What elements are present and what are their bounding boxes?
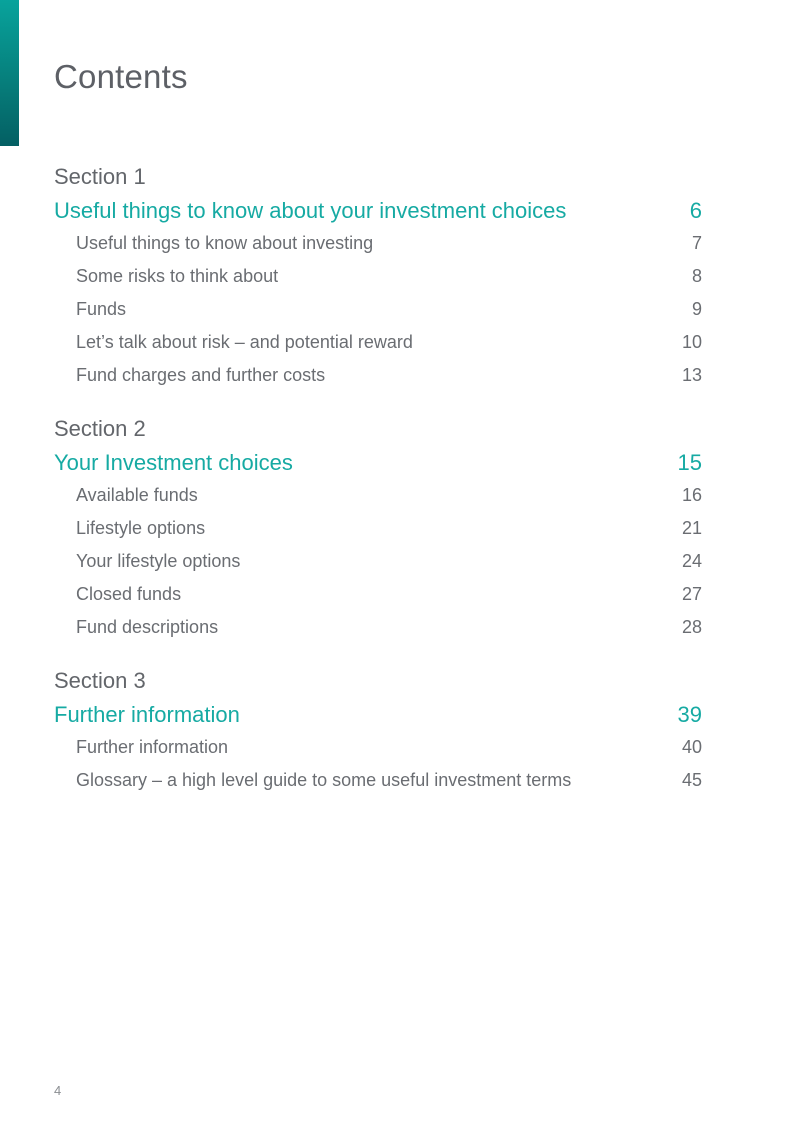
toc-entry-page: 45 (681, 770, 702, 790)
toc-entry[interactable] (54, 227, 702, 260)
toc-entry-label: Fund charges and further costs (76, 365, 326, 385)
section-page-number: 15 (677, 450, 702, 475)
toc-entry[interactable] (54, 764, 702, 797)
toc-entry-page: 27 (681, 584, 702, 604)
toc-entry-page: 7 (691, 233, 702, 253)
toc-entry[interactable] (54, 578, 702, 611)
toc-entry-label: Lifestyle options (76, 518, 206, 538)
toc-entry-label: Funds (76, 299, 127, 319)
toc-entry[interactable] (54, 326, 702, 359)
toc-entry-label: Fund descriptions (76, 617, 219, 637)
toc-entry[interactable] (54, 479, 702, 512)
section-page-number: 39 (677, 702, 702, 727)
toc-section-2 (54, 412, 702, 644)
page-number: 4 (54, 1083, 62, 1098)
toc-entry[interactable] (54, 545, 702, 578)
toc-entry-page: 10 (681, 332, 702, 352)
toc-entry-page: 28 (681, 617, 702, 637)
toc-entry[interactable] (54, 260, 702, 293)
section-title: Your Investment choices (54, 450, 293, 475)
toc-entry[interactable] (54, 293, 702, 326)
section-label: Section 2 (54, 416, 146, 441)
toc-entry-page: 24 (681, 551, 702, 571)
toc-entry-page: 16 (681, 485, 702, 505)
toc-section-1 (54, 160, 702, 392)
section-label: Section 3 (54, 668, 146, 693)
page-title: Contents (54, 58, 188, 95)
toc-entry-label: Further information (76, 737, 229, 757)
section-title-link[interactable] (54, 698, 702, 731)
toc-entry-label: Your lifestyle options (76, 551, 241, 571)
toc-entry-page: 8 (691, 266, 702, 286)
toc-section-3 (54, 664, 702, 797)
toc-entry-page: 9 (691, 299, 702, 319)
toc-entry[interactable] (54, 359, 702, 392)
toc-entry-label: Let’s talk about risk – and potential reward (76, 332, 413, 352)
toc-entry-page: 40 (681, 737, 702, 757)
section-title: Further information (54, 702, 240, 727)
section-title-link[interactable] (54, 446, 702, 479)
section-label: Section 1 (54, 164, 146, 189)
toc-entry-label: Useful things to know about investing (76, 233, 374, 253)
toc-entry-label: Available funds (76, 485, 198, 505)
accent-bar (0, 0, 19, 146)
toc-entry-label: Closed funds (76, 584, 182, 604)
section-page-number: 6 (689, 198, 702, 223)
toc-entry[interactable] (54, 611, 702, 644)
toc-entry-page: 21 (681, 518, 702, 538)
toc-entry-label: Glossary – a high level guide to some useful investment terms (76, 770, 572, 790)
toc-entry[interactable] (54, 512, 702, 545)
toc-entry-label: Some risks to think about (76, 266, 279, 286)
toc-entry-page: 13 (681, 365, 702, 385)
toc-entry[interactable] (54, 731, 702, 764)
section-title-link[interactable] (54, 194, 702, 227)
table-of-contents (54, 160, 702, 817)
section-title: Useful things to know about your investment choices (54, 198, 567, 223)
